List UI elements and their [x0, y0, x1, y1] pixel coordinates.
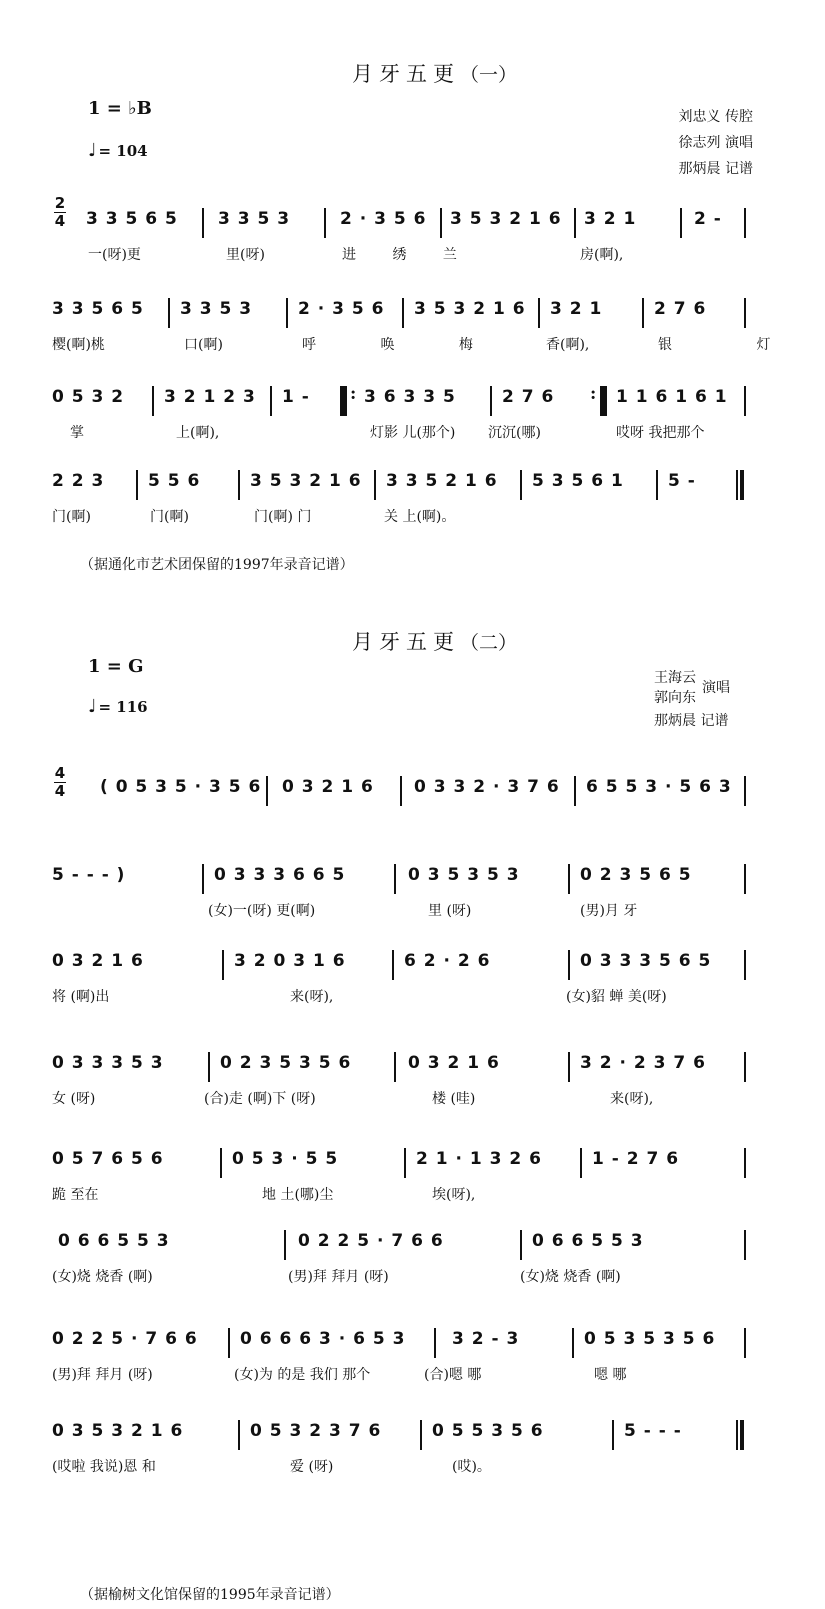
note-group: 0 5 5 3 5 6 — [432, 1421, 544, 1441]
note-group: 3 2 1 2 3 — [164, 387, 256, 407]
lyric: 银 灯 — [658, 337, 811, 353]
note-group: 3 3 5 3 — [180, 299, 253, 319]
note-group: 0 3 2 1 6 — [52, 951, 144, 971]
lyric: 将 (啊)出 — [52, 989, 110, 1005]
song2-staff-2 — [0, 862, 825, 932]
note-group: 0 5 3 · 5 5 — [232, 1149, 339, 1169]
note-group: 0 5 3 2 — [52, 387, 125, 407]
note-group: 2 7 6 — [654, 299, 707, 319]
song2-source: （据榆树文化馆保留的1995年录音记谱） — [80, 1587, 340, 1603]
lyric: (女)一(呀) 更(啊) — [208, 903, 316, 919]
lyric: (女)为 的是 我们 那个 — [234, 1367, 371, 1383]
note-group: 0 6 6 5 5 3 — [58, 1231, 170, 1251]
lyric: (男)拜 拜月 (呀) — [52, 1367, 153, 1383]
note-group: 3 2 · 2 3 7 6 — [580, 1053, 706, 1073]
lyric: (女)烧 烧香 (啊) — [52, 1269, 153, 1285]
song1-credits: 刘忠义 传腔 徐志列 演唱 那炳晨 记谱 — [678, 109, 753, 177]
note-group: 0 3 2 1 6 — [282, 777, 374, 797]
lyric: 爱 (呀) — [290, 1459, 334, 1475]
note-group: 2 1 · 1 3 2 6 — [416, 1149, 542, 1169]
lyric: 来(呀), — [610, 1091, 654, 1107]
note-group: 3 3 5 2 1 6 — [386, 471, 498, 491]
lyric: (哎啦 我说)恩 和 — [52, 1459, 156, 1475]
note-group: 6 2 · 2 6 — [404, 951, 491, 971]
song2-staff-3 — [0, 948, 825, 1018]
lyric: (女)烧 烧香 (啊) — [520, 1269, 621, 1285]
note-group: ( 0 5 3 5 · 3 5 6 — [100, 777, 262, 797]
song2-staff-1 — [0, 774, 825, 844]
song1-time-signature: 2 4 — [54, 194, 66, 230]
note-group: 0 3 3 2 · 3 7 6 — [414, 777, 560, 797]
song2-credits: 王海云 郭向东 演唱 那炳晨 记谱 — [654, 670, 730, 729]
note-group: 3 2 0 3 1 6 — [234, 951, 346, 971]
lyric: 埃(呀), — [432, 1187, 476, 1203]
song2-staff-4 — [0, 1050, 825, 1120]
song1-source: （据通化市艺术团保留的1997年录音记谱） — [80, 557, 354, 573]
lyric: 进 绣 兰 — [342, 247, 473, 263]
note-group: 0 3 2 1 6 — [408, 1053, 500, 1073]
note-group: 2 2 3 — [52, 471, 105, 491]
song1-title: 月牙五更（一） — [352, 62, 518, 86]
note-group: 0 2 3 5 3 5 6 — [220, 1053, 352, 1073]
note-group: 0 2 2 5 · 7 6 6 — [52, 1329, 198, 1349]
note-group: 0 6 6 5 5 3 — [532, 1231, 644, 1251]
note-group: 6 5 5 3 · 5 6 3 — [586, 777, 732, 797]
lyric: 哎呀 我把那个 — [616, 425, 705, 441]
lyric: (哎)。 — [452, 1459, 491, 1475]
song2-time-signature: 4 4 — [54, 764, 66, 800]
note-group: 5 3 5 6 1 — [532, 471, 624, 491]
note-group: 0 3 3 3 5 6 5 — [580, 951, 712, 971]
lyric: 樱(啊)桃 — [52, 337, 105, 353]
song1-staff-3: 0 5 3 2 3 2 1 2 3 1 - : 3 6 3 3 5 2 7 6 : 1 1 6 1 6 1 掌 上(啊), 灯影 儿(那个) 沉沉(哪) 哎呀 我把那个 — [0, 384, 825, 454]
song1-staff-1 — [0, 206, 825, 276]
song1-key: 1 = ♭B — [88, 98, 152, 119]
note-group: 5 - - - ) — [52, 865, 126, 885]
lyric: 香(啊), — [546, 337, 590, 353]
note-group: 0 5 7 6 5 6 — [52, 1149, 164, 1169]
note-group: 3 2 1 — [550, 299, 603, 319]
note-group: 2 - — [694, 209, 722, 229]
note-group: 0 5 3 2 3 7 6 — [250, 1421, 382, 1441]
song2-staff-7 — [0, 1326, 825, 1396]
lyric: (男)拜 拜月 (呀) — [288, 1269, 389, 1285]
lyric: 嗯 哪 — [594, 1367, 627, 1383]
note-group: 1 - 2 7 6 — [592, 1149, 680, 1169]
lyric: 上(啊), — [176, 425, 220, 441]
lyric: 呼 唤 梅 — [302, 337, 503, 353]
song2-key: 1 = G — [88, 656, 144, 677]
note-group: 3 2 1 — [584, 209, 637, 229]
note-group: 1 1 6 1 6 1 — [616, 387, 728, 407]
song1-staff-2 — [0, 296, 825, 366]
lyric: 沉沉(哪) — [488, 425, 541, 441]
lyric: 里 (呀) — [428, 903, 472, 919]
note-group: 0 3 3 3 5 3 — [52, 1053, 164, 1073]
note-group: 0 5 3 5 3 5 6 — [584, 1329, 716, 1349]
note-group: 2 7 6 — [502, 387, 555, 407]
lyric: (女)貂 蝉 美(呀) — [566, 989, 667, 1005]
lyric: (合)嗯 哪 — [424, 1367, 482, 1383]
lyric: 里(呀) — [226, 247, 265, 263]
lyric: 掌 — [70, 425, 84, 441]
lyric: 房(啊), — [580, 247, 624, 263]
note-group: 3 5 3 2 1 6 — [450, 209, 562, 229]
lyric: 门(啊) — [150, 509, 189, 525]
note-group: 0 2 3 5 6 5 — [580, 865, 692, 885]
song1-staff-4 — [0, 468, 825, 538]
note-group: 5 - — [668, 471, 696, 491]
note-group: 3 2 - 3 — [452, 1329, 520, 1349]
song2-staff-6 — [0, 1228, 825, 1298]
lyric: 门(啊) 门 — [254, 509, 312, 525]
note-group: 2 · 3 5 6 — [298, 299, 385, 319]
note-group: 0 2 2 5 · 7 6 6 — [298, 1231, 444, 1251]
note-group: 0 6 6 6 3 · 6 5 3 — [240, 1329, 406, 1349]
note-group: 3 3 5 6 5 — [52, 299, 144, 319]
note-group: 3 5 3 2 1 6 — [250, 471, 362, 491]
song2-staff-8 — [0, 1418, 825, 1488]
note-group: 5 - - - — [624, 1421, 682, 1441]
lyric: 地 土(哪)尘 — [262, 1187, 334, 1203]
note-group: 5 5 6 — [148, 471, 201, 491]
song2-staff-5 — [0, 1146, 825, 1216]
note-group: 3 3 5 3 — [218, 209, 291, 229]
song1-tempo: ♩ = 104 — [88, 140, 148, 161]
note-group: 0 3 5 3 2 1 6 — [52, 1421, 184, 1441]
lyric: 口(啊) — [184, 337, 223, 353]
lyric: 女 (呀) — [52, 1091, 96, 1107]
lyric: 来(呀), — [290, 989, 334, 1005]
note-group: 0 3 5 3 5 3 — [408, 865, 520, 885]
song2-title: 月牙五更（二） — [352, 630, 518, 654]
lyric: (合)走 (啊)下 (呀) — [204, 1091, 316, 1107]
lyric: 灯影 儿(那个) — [370, 425, 456, 441]
note-group: 3 3 5 6 5 — [86, 209, 178, 229]
note-group: 2 · 3 5 6 — [340, 209, 427, 229]
lyric: 跪 至在 — [52, 1187, 99, 1203]
note-group: 1 - — [282, 387, 310, 407]
note-group: 3 6 3 3 5 — [364, 387, 456, 407]
note-group: 0 3 3 3 6 6 5 — [214, 865, 346, 885]
note-group: 3 5 3 2 1 6 — [414, 299, 526, 319]
song2-tempo: ♩ = 116 — [88, 696, 148, 717]
lyric: 楼 (哇) — [432, 1091, 476, 1107]
lyric: 门(啊) — [52, 509, 91, 525]
lyric: (男)月 牙 — [580, 903, 638, 919]
lyric: 一(呀)更 — [88, 247, 141, 263]
lyric: 关 上(啊)。 — [384, 509, 456, 525]
